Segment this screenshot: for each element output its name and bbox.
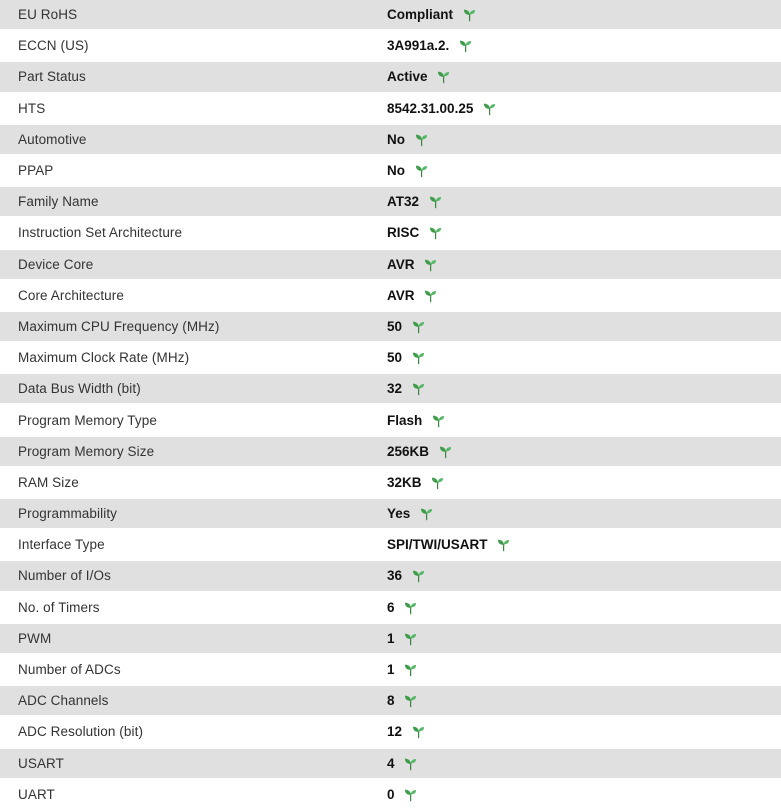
spec-attribute-value: Flash [387,412,423,428]
spec-attribute-value: Compliant [387,7,453,23]
spec-row [0,437,781,468]
spec-attribute-label: Automotive [18,131,87,147]
rohs-compliant-leaf-icon [427,225,443,241]
spec-attribute-value: AT32 [387,194,420,210]
rohs-compliant-leaf-icon [410,568,426,584]
spec-attribute-value: Active [387,69,428,85]
spec-attribute-value: 50 [387,318,403,334]
spec-attribute-value: 0 [387,786,395,802]
spec-row [0,187,781,218]
spec-row [0,624,781,655]
spec-row [0,499,781,530]
spec-attribute-label: Device Core [18,256,94,272]
spec-attribute-value: 256KB [387,443,430,459]
spec-row [0,530,781,561]
spec-row [0,780,781,811]
spec-row [0,312,781,343]
spec-attribute-label: ADC Resolution (bit) [18,724,144,740]
rohs-compliant-leaf-icon [413,163,429,179]
spec-attribute-value-cell [387,506,781,522]
spec-attribute-value-cell [387,599,781,615]
spec-attribute-value: 4 [387,755,395,771]
spec-attribute-label: USART [18,755,65,771]
spec-attribute-label: RAM Size [18,474,79,490]
spec-attribute-label: Maximum Clock Rate (MHz) [18,350,190,366]
spec-attribute-label: PPAP [18,163,54,179]
spec-attribute-label: Number of I/Os [18,568,111,584]
spec-attribute-label: Family Name [18,194,99,210]
rohs-compliant-leaf-icon [403,755,419,771]
spec-attribute-value-cell [387,38,781,54]
spec-row [0,156,781,187]
spec-attribute-value: 36 [387,568,403,584]
spec-attribute-value-cell [387,755,781,771]
spec-attribute-value: 1 [387,662,395,678]
rohs-compliant-leaf-icon [430,412,446,428]
rohs-compliant-leaf-icon [481,100,497,116]
rohs-compliant-leaf-icon [430,474,446,490]
spec-attribute-label: Maximum CPU Frequency (MHz) [18,318,220,334]
rohs-compliant-leaf-icon [410,724,426,740]
spec-attribute-value: 8542.31.00.25 [387,100,474,116]
rohs-compliant-leaf-icon [436,69,452,85]
spec-attribute-value-cell [387,256,781,272]
spec-attribute-value: 3A991a.2. [387,38,450,54]
spec-attribute-label: UART [18,786,55,802]
spec-attribute-value-cell [387,537,781,553]
spec-row [0,686,781,717]
spec-attribute-value: 50 [387,350,403,366]
spec-attribute-value-cell [387,630,781,646]
spec-attribute-label: EU RoHS [18,7,78,23]
spec-attribute-value: RISC [387,225,420,241]
spec-row [0,94,781,125]
spec-attribute-label: Core Architecture [18,287,124,303]
spec-attribute-label: Instruction Set Architecture [18,225,183,241]
rohs-compliant-leaf-icon [410,350,426,366]
spec-attribute-label: Interface Type [18,537,105,553]
rohs-compliant-leaf-icon [461,7,477,23]
spec-row [0,218,781,249]
spec-attribute-value-cell [387,163,781,179]
spec-attribute-value: No [387,163,405,179]
spec-row [0,125,781,156]
spec-row [0,468,781,499]
spec-attribute-value: AVR [387,256,415,272]
rohs-compliant-leaf-icon [403,693,419,709]
spec-attribute-label: PWM [18,630,52,646]
spec-attribute-label: ECCN (US) [18,38,89,54]
spec-attribute-value: 6 [387,599,395,615]
spec-attribute-value-cell [387,100,781,116]
rohs-compliant-leaf-icon [418,506,434,522]
spec-attribute-value-cell [387,287,781,303]
spec-attribute-value-cell [387,7,781,23]
rohs-compliant-leaf-icon [423,287,439,303]
spec-row [0,281,781,312]
spec-attribute-value-cell [387,350,781,366]
rohs-compliant-leaf-icon [413,131,429,147]
spec-attribute-value: 12 [387,724,403,740]
spec-attribute-value-cell [387,69,781,85]
spec-row [0,62,781,93]
spec-attribute-value-cell [387,412,781,428]
spec-attribute-value-cell [387,443,781,459]
spec-attribute-value-cell [387,662,781,678]
spec-attribute-label: Data Bus Width (bit) [18,381,141,397]
spec-row [0,405,781,436]
rohs-compliant-leaf-icon [403,662,419,678]
spec-row [0,717,781,748]
spec-attribute-label: Program Memory Type [18,412,157,428]
spec-attribute-value: No [387,131,405,147]
spec-row [0,593,781,624]
spec-attribute-label: Programmability [18,506,118,522]
spec-attribute-value: AVR [387,287,415,303]
spec-attribute-label: Program Memory Size [18,443,155,459]
rohs-compliant-leaf-icon [423,256,439,272]
spec-attribute-value-cell [387,474,781,490]
spec-attribute-value-cell [387,693,781,709]
rohs-compliant-leaf-icon [437,443,453,459]
spec-row [0,343,781,374]
spec-attribute-label: No. of Timers [18,599,100,615]
spec-attribute-label: HTS [18,100,46,116]
spec-row [0,561,781,592]
spec-attribute-value-cell [387,724,781,740]
spec-attribute-label: Part Status [18,69,86,85]
spec-attribute-value: SPI/TWI/USART [387,537,488,553]
spec-row [0,0,781,31]
spec-attribute-value: 8 [387,693,395,709]
rohs-compliant-leaf-icon [403,786,419,802]
spec-row [0,250,781,281]
rohs-compliant-leaf-icon [410,318,426,334]
spec-row [0,374,781,405]
spec-row [0,749,781,780]
spec-row [0,655,781,686]
spec-attribute-label: Number of ADCs [18,662,121,678]
spec-attribute-value: 1 [387,630,395,646]
spec-attribute-value-cell [387,568,781,584]
spec-attribute-value-cell [387,318,781,334]
spec-attribute-value-cell [387,194,781,210]
spec-attribute-value: Yes [387,506,411,522]
spec-attribute-value: 32 [387,381,403,397]
rohs-compliant-leaf-icon [410,381,426,397]
rohs-compliant-leaf-icon [496,537,512,553]
spec-attribute-label: ADC Channels [18,693,109,709]
rohs-compliant-leaf-icon [403,630,419,646]
rohs-compliant-leaf-icon [457,38,473,54]
spec-attribute-value-cell [387,225,781,241]
rohs-compliant-leaf-icon [403,599,419,615]
spec-attribute-value: 32KB [387,474,422,490]
spec-attribute-value-cell [387,381,781,397]
rohs-compliant-leaf-icon [427,194,443,210]
spec-attribute-value-cell [387,131,781,147]
spec-row [0,31,781,62]
spec-attribute-value-cell [387,786,781,802]
